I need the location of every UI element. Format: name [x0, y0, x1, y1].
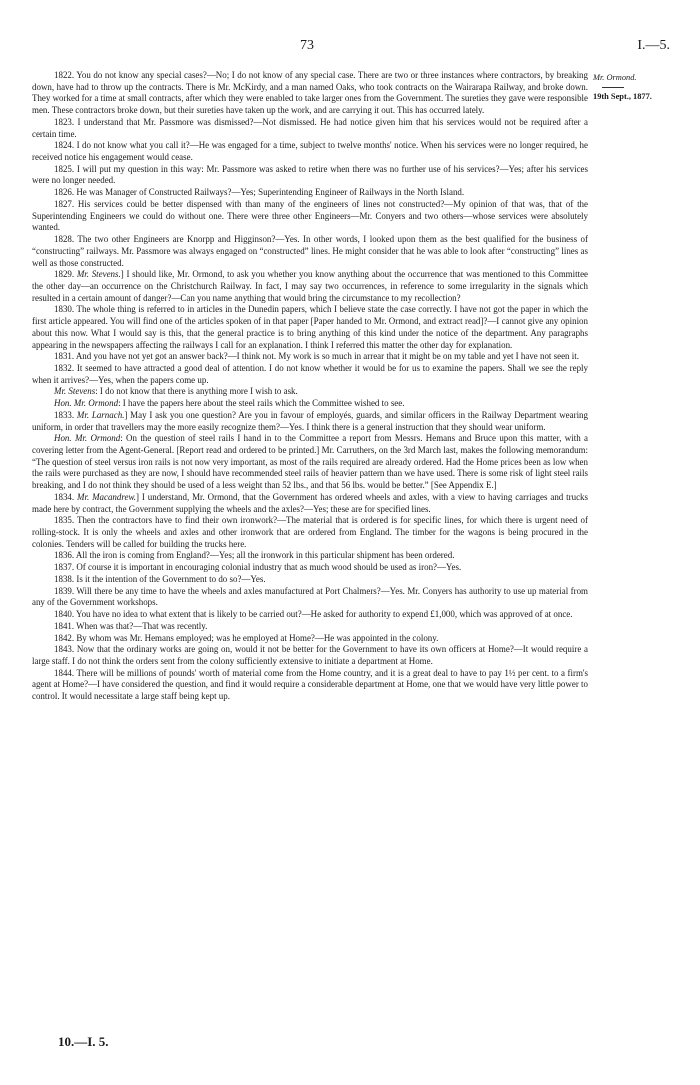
testimony-paragraph: 1822. You do not know any special cases?—No; I do not know of any special case. There are two or three instances where contractors, by breaking down, have had to throw up the contracts. There is Mr. McKirdy, and a man named Oaks, who took contracts on the Wairarapa Railway, and broke down. They worked for a time at small contracts, after which they were enabled to take larger ones from the Government. The sureties they gave were responsible men. These contractors broke down, but their sureties have taken up the work, and are carrying it out. This has occurred lately.: [32, 70, 588, 116]
testimony-paragraph: 1825. I will put my question in this way: Mr. Passmore was asked to retire when there was no further use of his services?—Yes; after his services were no longer needed.: [32, 163, 588, 186]
speaker-name: Mr. Macandrew.: [77, 491, 137, 502]
page-number: 73: [300, 38, 314, 53]
testimony-paragraph: [32, 492, 588, 515]
testimony-paragraph: [32, 269, 588, 304]
testimony-paragraph: 1828. The two other Engineers are Knorpp and Higginson?—Yes. In other words, I looked upon them as the best qualified for the business of “constructing” railways. Mr. Passmore was always engaged on “constructed” lines. He might consider that he was able to look after “constructing” lines as well as those constructed.: [32, 234, 588, 268]
testimony-paragraph: 1839. Will there be any time to have the wheels and axles manufactured at Port Chalmers?—Yes. Mr. Conyers has authority to use up material from any of the Government workshops.: [32, 585, 588, 608]
testimony-paragraph: [32, 410, 588, 433]
testimony-paragraph: 1832. It seemed to have attracted a good deal of attention. I do not know whether it would be for us to examine the papers. Shall we see the reply when it arrives?—Yes, when the papers come up.: [32, 362, 588, 385]
paragraph-text: ] May I ask you one question? Are you in favour of employés, guards, and similar officers in the Railway Department wearing uniform, in order that travellers may the more easily recognize them?—Yes. I think there is a general instruction that they should wear uniform.: [32, 409, 588, 432]
margin-divider: [602, 87, 624, 88]
page-signature: 10.—I. 5.: [58, 1034, 109, 1049]
speaker-name: Hon. Mr. Ormond: [54, 433, 121, 444]
testimony-paragraph: 1841. When was that?—That was recently.: [54, 620, 208, 631]
testimony-paragraph: [32, 398, 588, 410]
margin-witness-name: Mr. Ormond.: [593, 73, 637, 82]
testimony-paragraph: 1824. I do not know what you call it?—He was engaged for a time, subject to twelve months' notice. When his services were no longer required, he received notice his engagement would cease.: [32, 140, 588, 163]
testimony-paragraph: 1827. His services could be better dispensed with than many of the engineers of lines not constructed?—My opinion of that was, that of the Superintending Engineers we could do without one. There were three other Engineers—Mr. Conyers and two others—whose services were absolutely wanted.: [32, 198, 588, 233]
paragraph-text: : I do not know that there is anything more I wish to ask.: [95, 386, 298, 397]
testimony-paragraph: 1840. You have no idea to what extent that is likely to be carried out?—He asked for authority to expend £1,000, which was approved of at once.: [54, 609, 573, 620]
paragraph-text: : I have the papers here about the steel rails which the Committee wished to see.: [118, 398, 405, 409]
margin-date: 19th Sept., 1877.: [593, 91, 652, 101]
question-number: 1834.: [54, 491, 78, 502]
testimony-paragraph: 1831. And you have not yet got an answer back?—I think not. My work is so much in arrear that it might be on my table and yet I have not seen it.: [54, 351, 579, 362]
question-number: 1833.: [54, 409, 77, 420]
speaker-name: Mr. Stevens: [54, 386, 96, 397]
speaker-name: Hon. Mr. Ormond: [54, 398, 119, 409]
testimony-paragraph: 1842. By whom was Mr. Hemans employed; was he employed at Home?—He was appointed in the colony.: [54, 632, 439, 643]
testimony-body: [32, 70, 588, 703]
testimony-paragraph: [32, 386, 588, 398]
paragraph-text: ] I understand, Mr. Ormond, that the Government has ordered wheels and axles, with a view to having carriages and trucks made here by contract, the Government supplying the wheels and the axles?—Yes; these are for specified lines.: [32, 491, 588, 514]
speaker-name: Mr. Stevens.: [76, 269, 121, 280]
question-number: 1829.: [54, 269, 77, 280]
testimony-paragraph: 1844. There will be millions of pounds' worth of material come from the Home country, and it is a great deal to have to pay 1½ per cent. to a firm's agent at Home?—I have considered the question, and find it would require a considerable department at Home, one that we would have very little power to control. It would necessitate a large staff being kept up.: [32, 667, 588, 702]
paragraph-text: : On the question of steel rails I hand in to the Committee a report from Messrs. Hemans and Bruce upon this matter, with a covering letter from the Agent-General. [Report read and ordered to be printed.] Mr. Carruthers, on the 3rd March last, makes the following memorandum: “The question of steel versus iron rails is not now very important, as most of the rails required are already ordered. Had the Home prices been as low when the rails were purchased as they are now, I should have recommended steel rails of heavier pattern than we have used. There is some risk of light steel rails breaking, and I do not think they should be used of a less weight than 52 lbs., and that 56 lbs. would be better.” [See Appendix E.]: [32, 433, 588, 491]
testimony-paragraph: 1837. Of course it is important in encouraging colonial industry that as much wood should be used as iron?—Yes.: [54, 562, 462, 573]
testimony-paragraph: 1836. All the iron is coming from England?—Yes; all the ironwork in this particular shipment has been ordered.: [54, 550, 455, 561]
testimony-paragraph: 1843. Now that the ordinary works are going on, would it not be better for the Government to have its own officers at Home?—It would require a large staff. I do not think the orders sent from the colony sufficiently extensive to initiate a department at Home.: [32, 644, 588, 666]
margin-note: [593, 73, 698, 103]
testimony-paragraph: 1830. The whole thing is referred to in articles in the Dunedin papers, which I believe state the case correctly. I have not got the paper in which the first article appeared. You will find one of the articles spoken of in that paper [Paper handed to Mr. Ormond, and extract read]?—I cannot give any opinion about this now. What I would say is this, that the general practice is to bring anything of this kind under the notice of the department. Any paragraphs appearing in the newspapers affecting the railways I call for an explanation. I think I referred this matter the other day for explanation.: [32, 304, 588, 350]
document-reference: I.—5.: [637, 38, 670, 53]
testimony-paragraph: 1826. He was Manager of Constructed Railways?—Yes; Superintending Engineer of Railways in the North Island.: [54, 187, 465, 198]
paragraph-text: ] I should like, Mr. Ormond, to ask you whether you know anything about the occurrence that was mentioned to this Committee the other day—an occurrence on the Christchurch Railway. In fact, I may say two occurrences, in reference to some irregularity in the signals which resulted in a certain amount of danger?—Can you name anything that would bring the circumstance to my recollection?: [32, 269, 589, 303]
testimony-paragraph: [32, 433, 588, 492]
testimony-paragraph: 1835. Then the contractors have to find their own ironwork?—The material that is ordered is for specific lines, for which there is urgent need of rolling-stock. It is only the wheels and axles and other ironwork that are ordered from England. The timber for the wagons is being procured in the colonies. Tenders will be called for building the trucks here.: [32, 515, 588, 549]
speaker-name: Mr. Larnach.: [76, 409, 125, 420]
page-header: [0, 38, 700, 58]
testimony-paragraph: 1838. Is it the intention of the Government to do so?—Yes.: [54, 573, 266, 584]
testimony-paragraph: 1823. I understand that Mr. Passmore was dismissed?—Not dismissed. He had notice given him that his services would not be required after a certain time.: [32, 116, 588, 139]
